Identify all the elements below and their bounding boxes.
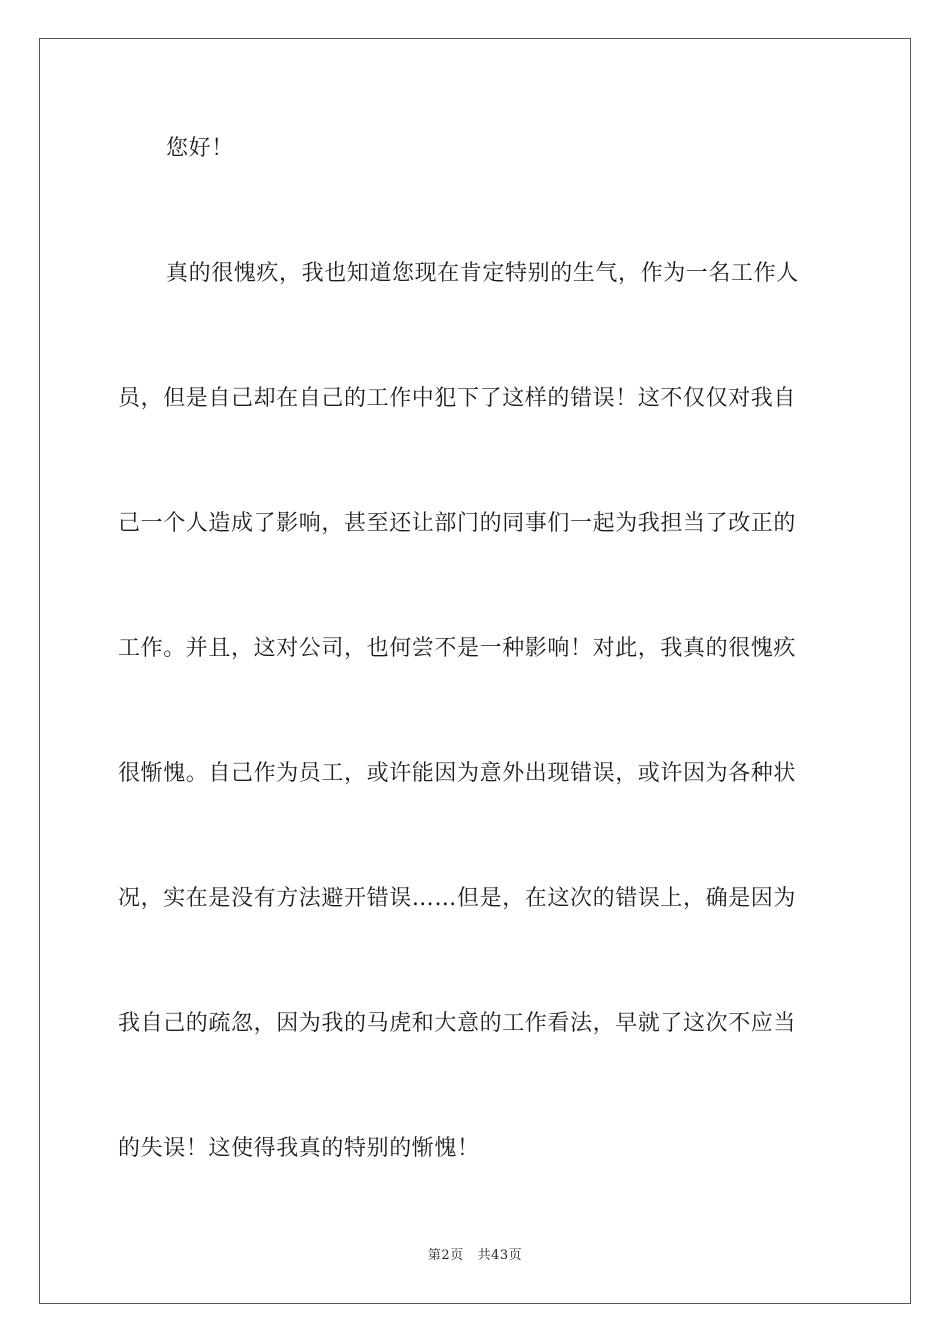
- paragraph-line-1: 真的很愧疚，我也知道您现在肯定特别的生气，作为一名工作人: [166, 261, 799, 286]
- paragraph-line-6: 况，实在是没有方法避开错误……但是，在这次的错误上，确是因为: [118, 886, 797, 911]
- paragraph-line-2: 员，但是自己却在自己的工作中犯下了这样的错误！这不仅仅对我自: [118, 386, 797, 411]
- paragraph-line-8: 的失误！这使得我真的特别的惭愧！: [118, 1136, 480, 1161]
- paragraph-line-7: 我自己的疏忽，因为我的马虎和大意的工作看法，早就了这次不应当: [118, 1011, 797, 1036]
- paragraph-line-5: 很惭愧。自己作为员工，或许能因为意外出现错误，或许因为各种状: [118, 761, 797, 786]
- page-number: 第2页: [427, 1248, 464, 1263]
- greeting-line: 您好！: [166, 136, 234, 161]
- paragraph-line-3: 己一个人造成了影响，甚至还让部门的同事们一起为我担当了改正的: [118, 511, 797, 536]
- paragraph-line-4: 工作。并且，这对公司，也何尝不是一种影响！对此，我真的很愧疚: [118, 636, 797, 661]
- page-total: 共43页: [477, 1248, 523, 1263]
- page-footer: [0, 1247, 950, 1265]
- page-border: [39, 38, 911, 1304]
